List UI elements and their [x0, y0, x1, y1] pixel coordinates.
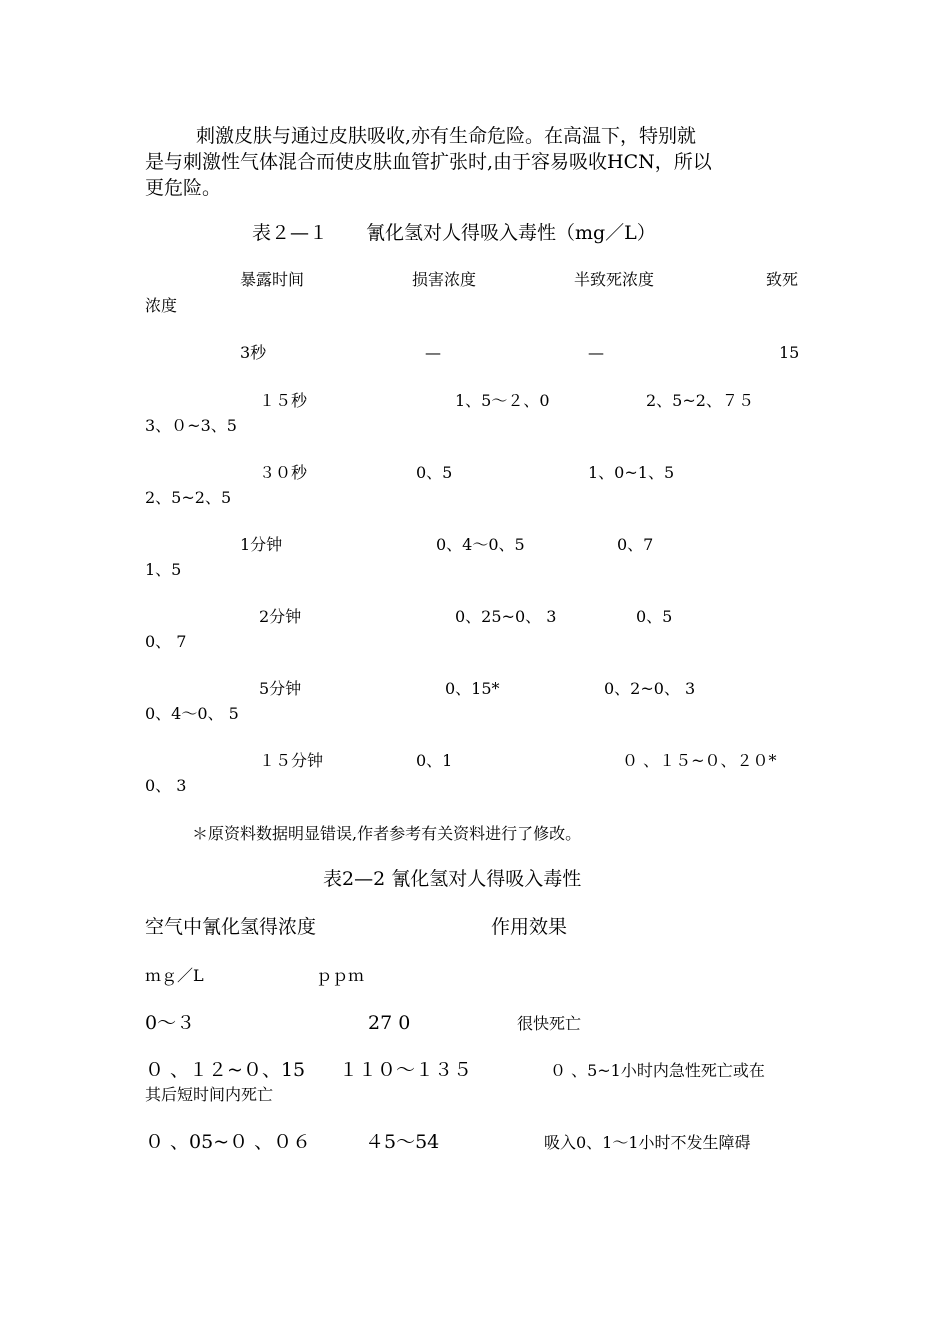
table1-row3-time: ３０秒 — [259, 463, 308, 482]
table2-header-concentration: 空气中氰化氢得浓度 — [145, 916, 317, 938]
table1-row1-time: 3秒 — [240, 343, 267, 362]
table2-header-effect: 作用效果 — [491, 916, 568, 938]
table1-header-time: 暴露时间 — [240, 270, 305, 289]
table1-row2-half: 2、5~2、７５ — [646, 391, 754, 410]
table1-row3-half: 1、0~1、5 — [588, 463, 675, 482]
table1-row7-lethal: 0、 3 — [145, 776, 187, 795]
table2-caption: 表2—2 氰化氢对人得吸入毒性 — [323, 868, 582, 890]
table1-header-half: 半致死浓度 — [574, 270, 655, 289]
table1-row7-harm: 0、1 — [416, 751, 453, 770]
table1-header-harm: 损害浓度 — [412, 270, 477, 289]
table2-row2-ppm: １１０～１３５ — [339, 1059, 473, 1081]
table1-row6-lethal: 0、4～0、 5 — [145, 704, 239, 723]
table2-row3-mg: ０ 、05~０ 、０６ — [145, 1131, 312, 1153]
table1-row1-lethal: 15 — [779, 343, 800, 362]
table1-header-lethal-cont: 浓度 — [145, 296, 178, 315]
table1-row6-half: 0、2~0、 3 — [604, 679, 696, 698]
table1-row4-lethal: 1、5 — [145, 560, 182, 579]
table2-row2-mg: ０ 、１２~０、15 — [145, 1059, 306, 1081]
table1-row7-half: ０ 、１５~０、２０* — [622, 751, 777, 770]
table1-row2-harm: 1、5～２、0 — [455, 391, 550, 410]
table2-row3-effect: 吸入0、1～1小时不发生障碍 — [544, 1133, 751, 1152]
intro-line-2: 是与刺激性气体混合而使皮肤血管扩张时,由于容易吸收HCN，所以 — [145, 151, 712, 173]
table1-row5-harm: 0、25~0、 3 — [455, 607, 557, 626]
table1-row5-half: 0、5 — [636, 607, 673, 626]
table1-row4-harm: 0、4～0、5 — [436, 535, 525, 554]
intro-line-3: 更危险。 — [145, 177, 222, 199]
table2-unit-mgl: ｍｇ／L — [145, 966, 204, 985]
table1-row2-time: １５秒 — [259, 391, 308, 410]
table1-row4-time: 1分钟 — [240, 535, 283, 554]
table1-row6-time: 5分钟 — [259, 679, 302, 698]
table2-row1-mg: 0～３ — [145, 1012, 196, 1034]
table1-row3-lethal: 2、5~2、5 — [145, 488, 232, 507]
table2-unit-ppm: ｐｐｍ — [316, 966, 365, 985]
table1-footnote: ＊原资料数据明显错误,作者参考有关资料进行了修改。 — [192, 824, 582, 843]
table1-row4-half: 0、7 — [617, 535, 654, 554]
table1-row7-time: １５分钟 — [259, 751, 324, 770]
table1-row3-harm: 0、5 — [416, 463, 453, 482]
table1-row1-half: — — [588, 343, 604, 362]
table2-row1-effect: 很快死亡 — [517, 1014, 582, 1033]
table1-header-lethal: 致死 — [766, 270, 799, 289]
table1-row5-time: 2分钟 — [259, 607, 302, 626]
table1-row1-harm: — — [425, 343, 441, 362]
table2-row1-ppm: 27 0 — [368, 1012, 411, 1034]
table2-row2-effect-cont: 其后短时间内死亡 — [145, 1085, 274, 1104]
table1-row2-lethal: 3、０~3、5 — [145, 416, 237, 435]
intro-line-1: 刺激皮肤与通过皮肤吸收,亦有生命危险。在高温下，特别就 — [196, 125, 697, 147]
table1-row6-harm: 0、15* — [445, 679, 500, 698]
table2-row3-ppm: ４5～54 — [365, 1131, 440, 1153]
table1-caption: 表２—１ 氰化氢对人得吸入毒性（mg／L） — [252, 222, 656, 244]
table2-row2-effect: ０ 、5~1小时内急性死亡或在 — [550, 1061, 765, 1080]
table1-row5-lethal: 0、 7 — [145, 632, 187, 651]
